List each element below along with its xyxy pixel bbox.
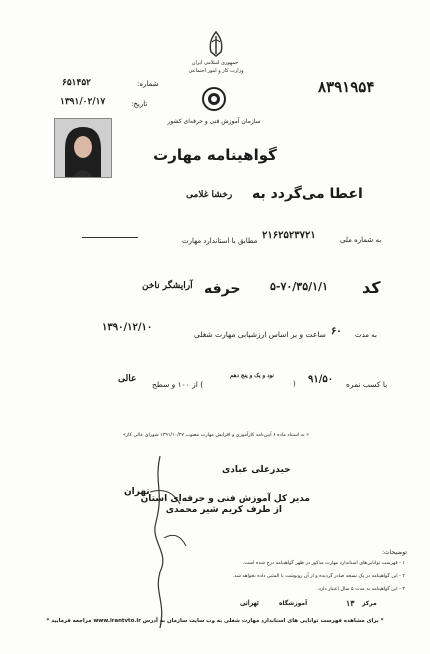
website-line: * برای مشاهده فهرست توانایی های استاندارد مهارت شغلی به وب سایت سازمان به آدرس www.irantvto.ir مراجعه فرمایید *	[46, 618, 384, 624]
profession-label: حرفه	[204, 281, 241, 297]
duration-value: ۶۰	[331, 326, 342, 337]
holder-portrait-icon	[55, 119, 111, 177]
tvto-logo-icon	[201, 86, 227, 112]
award-prefix: اعطا می‌گردد به	[252, 186, 363, 202]
note-item-3: ۳ - این گواهینامه به مدت ۵ سال اعتبار دارد.	[317, 587, 405, 592]
national-id-label: به شماره ملی	[340, 236, 382, 244]
note-item-2: ۲ - این گواهینامه در یک نسخه صادر گردیده و از آن رونوشت یا المثنی داده نخواهد شد.	[232, 574, 405, 579]
code-value: ۵-۷۰/۳۵/۱/۱	[270, 280, 328, 293]
national-id-value: ۲۱۶۲۵۲۳۷۲۱	[262, 230, 316, 241]
on-behalf: از طرف کریم شیر محمدی	[165, 505, 282, 515]
ministry-line1: جمهوری اسلامی ایران	[191, 60, 239, 66]
profession-value: آرایشگر ناخن	[142, 281, 193, 291]
iran-emblem-icon	[205, 30, 227, 58]
score-range: ) از ۱۰۰ و سطح	[152, 380, 204, 389]
legal-note: « به استناد ماده ۶ آیین‌نامه کارآموزی و افزایش مهارت مصوب ۱۳۹۱/۱۰/۲۷ شورای عالی کار»	[122, 433, 310, 438]
holder-name: رخشا غلامی	[186, 190, 233, 200]
score-words: نود و یک و پنج دهم	[230, 373, 274, 379]
level-value: عالی	[118, 374, 137, 384]
date-value: ۱۳۹۱/۰۲/۱۷	[60, 97, 106, 107]
certificate-title: گواهینامه مهارت	[153, 146, 277, 164]
number-label: شماره:	[137, 80, 159, 88]
score-open-paren: (	[293, 380, 296, 388]
center-value: ۱۳	[346, 598, 355, 608]
note-item-1: ۱ - فهرست توانایی‌های استاندارد مهارت مذکور در ظهر گواهینامه درج شده است.	[242, 561, 405, 566]
standard-text: مطابق با استاندارد مهارت	[182, 237, 258, 245]
number-value: ۶۵۱۴۵۲	[62, 78, 92, 88]
ministry-line2: وزارت کار و امور اجتماعی	[188, 68, 244, 74]
score-value: ۹۱/۵۰	[308, 374, 334, 385]
province-name: تهران	[124, 487, 150, 497]
divider-line	[82, 237, 138, 238]
date-label: تاریخ:	[131, 100, 148, 108]
duration-label: به مدت	[355, 331, 377, 339]
notes-heading: توضیحات:	[382, 549, 408, 556]
duration-text: ساعت و بر اساس ارزشیابی مهارت شغلی	[194, 330, 326, 339]
signatory-name: حیدرعلی عبادی	[222, 465, 291, 475]
code-label: کد	[362, 278, 381, 297]
org-name: سازمان آموزش فنی و حرفه‌ای کشور	[167, 118, 261, 125]
center-label: مرکز	[362, 600, 377, 607]
signatory-title: مدیر کل آموزش فنی و حرفه‌ای استان	[140, 494, 310, 504]
evaluation-date: ۱۳۹۰/۱۲/۱۰	[102, 322, 153, 333]
holder-photo	[54, 118, 112, 178]
serial-number: ۸۳۹۱۹۵۴	[318, 78, 375, 96]
institute-value: تهرانی	[240, 598, 259, 607]
signature-mark	[120, 452, 200, 632]
score-label: با کسب نمره	[346, 380, 388, 389]
institute-label: آموزشگاه	[279, 600, 308, 607]
